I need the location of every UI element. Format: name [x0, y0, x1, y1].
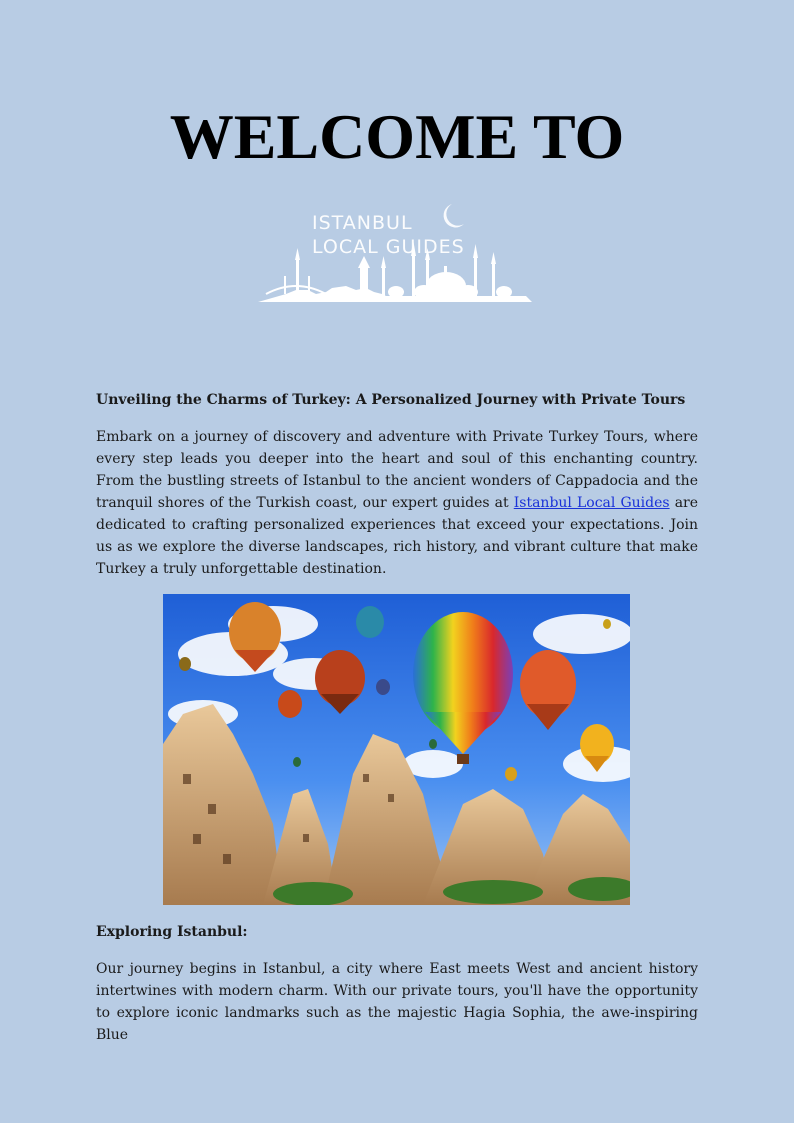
intro-paragraph-block: [96, 426, 698, 580]
page-title: WELCOME TO: [169, 101, 625, 172]
logo-text-line1: ISTANBUL: [312, 212, 413, 234]
istanbul-local-guides-link[interactable]: Istanbul Local Guides: [513, 495, 670, 511]
section2-paragraph-block: [96, 958, 698, 1046]
logo-text-line2: LOCAL GUIDES: [312, 236, 465, 258]
istanbul-local-guides-logo: [256, 198, 536, 308]
cappadocia-balloons-photo: [163, 594, 630, 905]
hot-air-balloons-image-icon: [163, 594, 630, 905]
intro-text-before-link: Embark on a journey of discovery and adventure with Private Turkey Tours, where every step leads you deeper into the heart and soul of this enchanting country. From the bustling streets of Istanbul to the ancient wonders of Cappadocia and the tranquil shores of the Turkish coast, our expert guides at: [96, 429, 698, 511]
intro-heading: Unveiling the Charms of Turkey: A Personalized Journey with Private Tours: [96, 392, 686, 408]
section2-heading-block: [96, 924, 698, 940]
intro-paragraph: [96, 426, 698, 580]
section2-heading: Exploring Istanbul:: [96, 924, 248, 940]
intro-section: [96, 392, 698, 408]
section2-paragraph: Our journey begins in Istanbul, a city where East meets West and ancient history intertwines with modern charm. With our private tours, you'll have the opportunity to explore iconic landmarks such as the majestic Hagia Sophia, the awe-inspiring Blue: [96, 961, 698, 1043]
intro-text-after-link: are dedicated to crafting personalized experiences that exceed your expectations. Join us as we explore the diverse landscapes, rich history, and vibrant culture that make Turkey a truly unforgettable destination.: [96, 495, 699, 577]
